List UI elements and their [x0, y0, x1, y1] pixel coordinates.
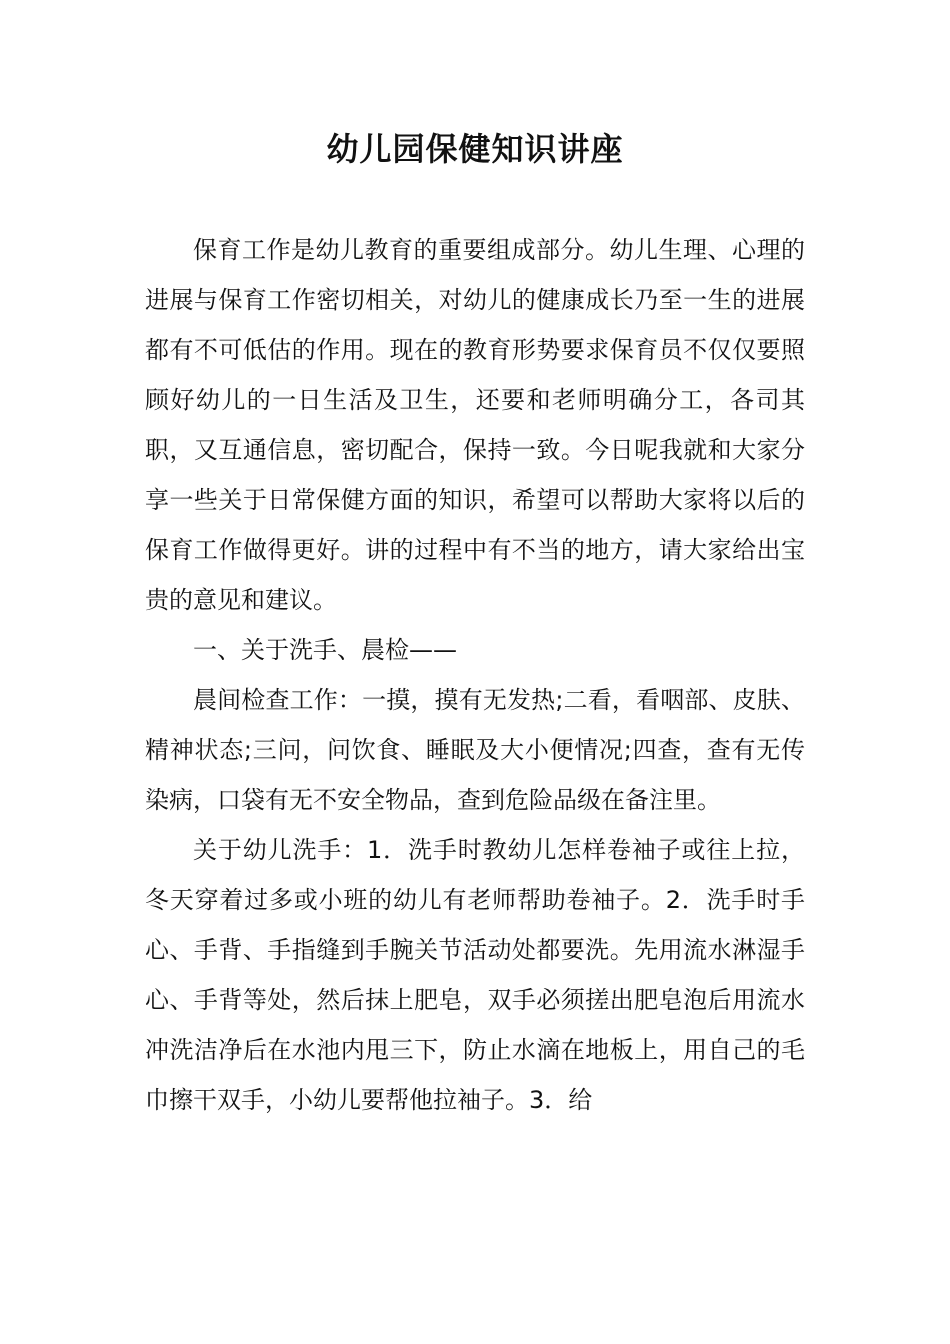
section-heading-handwash-checkup: 一、关于洗手、晨检—— — [193, 636, 457, 664]
document-body — [145, 225, 805, 1125]
document-title: 幼儿园保健知识讲座 — [326, 130, 624, 168]
paragraph-morning-check: 晨间检查工作：一摸，摸有无发热;二看，看咽部、皮肤、精神状态;三问，问饮食、睡眠及大小便情况;四查，查有无传染病，口袋有无不安全物品，查到危险品级在备注里。 — [145, 686, 805, 814]
paragraph-intro: 保育工作是幼儿教育的重要组成部分。幼儿生理、心理的进展与保育工作密切相关，对幼儿的健康成长乃至一生的进展都有不可低估的作用。现在的教育形势要求保育员不仅仅要照顾好幼儿的一日生活及卫生，还要和老师明确分工，各司其职，又互通信息，密切配合，保持一致。今日呢我就和大家分享一些关于日常保健方面的知识，希望可以帮助大家将以后的保育工作做得更好。讲的过程中有不当的地方，请大家给出宝贵的意见和建议。 — [145, 236, 805, 614]
paragraph-handwashing: 关于幼儿洗手：1．洗手时教幼儿怎样卷袖子或往上拉，冬天穿着过多或小班的幼儿有老师帮助卷袖子。2．洗手时手心、手背、手指缝到手腕关节活动处都要洗。先用流水淋湿手心、手背等处，然后抹上肥皂，双手必须搓出肥皂泡后用流水冲洗洁净后在水池内甩三下，防止水滴在地板上，用自己的毛巾擦干双手，小幼儿要帮他拉袖子。3．给 — [145, 836, 805, 1114]
